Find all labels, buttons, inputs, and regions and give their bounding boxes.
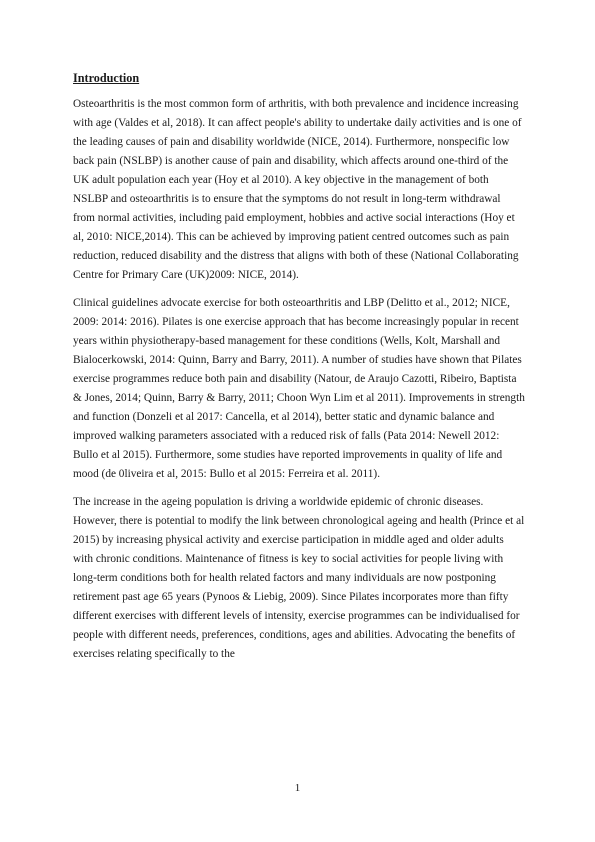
page-content (73, 70, 525, 673)
page-number: 1 (294, 782, 301, 794)
paragraph-ageing-population: The increase in the ageing population is driving a worldwide epidemic of chronic diseases. However, there is potential to modify the link between chronological ageing and health (Prince et al 2015) by increasing physical activity and exercise participation in middle aged and older adults with chronic conditions. Maintenance of fitness is key to social activities for people living with long-term conditions both for health related factors and many individuals are now postponing retirement past age 65 years (Pynoos & Liebig, 2009). Since Pilates incorporates more than fifty different exercises with different levels of intensity, exercise programmes can be individualised for people with different needs, preferences, conditions, ages and abilities. Advocating the benefits of exercises relating specifically to the (73, 496, 525, 660)
section-heading: Introduction (73, 71, 140, 85)
paragraph-osteoarthritis: Osteoarthritis is the most common form of arthritis, with both prevalence and incidence increasing with age (Valdes et al, 2018). It can affect people's ability to undertake daily activities and is one of the leading causes of pain and disability worldwide (NICE, 2014). Furthermore, nonspecific low back pain (NSLBP) is another cause of pain and disability, which affects around one-third of the UK adult population each year (Hoy et al 2010). A key objective in the management of both NSLBP and osteoarthritis is to ensure that the symptoms do not result in long-term withdrawal from normal activities, including paid employment, hobbies and active social interactions (Hoy et al, 2010: NICE,2014). This can be achieved by improving patient centred outcomes such as pain reduction, reduced disability and the distress that aligns with both of these (National Collaborating Centre for Primary Care (UK)2009: NICE, 2014). (73, 98, 522, 281)
paragraph-clinical-guidelines: Clinical guidelines advocate exercise for both osteoarthritis and LBP (Delitto et al., 2012; NICE, 2009: 2014: 2016). Pilates is one exercise approach that has become increasingly popular in recent years within physiotherapy-based management for these conditions (Wells, Kolt, Marshall and Bialocerkowski, 2014: Quinn, Barry and Barry, 2011). A number of studies have shown that Pilates exercise programmes reduce both pain and disability (Natour, de Araujo Cazotti, Ribeiro, Baptista & Jones, 2014; Quinn, Barry & Barry, 2011; Choon Wyn Lim et al 2011). Improvements in strength and function (Donzeli et al 2017: Cancella, et al 2014), better static and dynamic balance and improved walking parameters associated with a reduced risk of falls (Pata 2014: Newell 2012: Bullo et al 2015). Furthermore, some studies have reported improvements in quality of life and mood (de 0liveira et al, 2015: Bullo et al 2015: Ferreira et al. 2011). (73, 297, 525, 480)
